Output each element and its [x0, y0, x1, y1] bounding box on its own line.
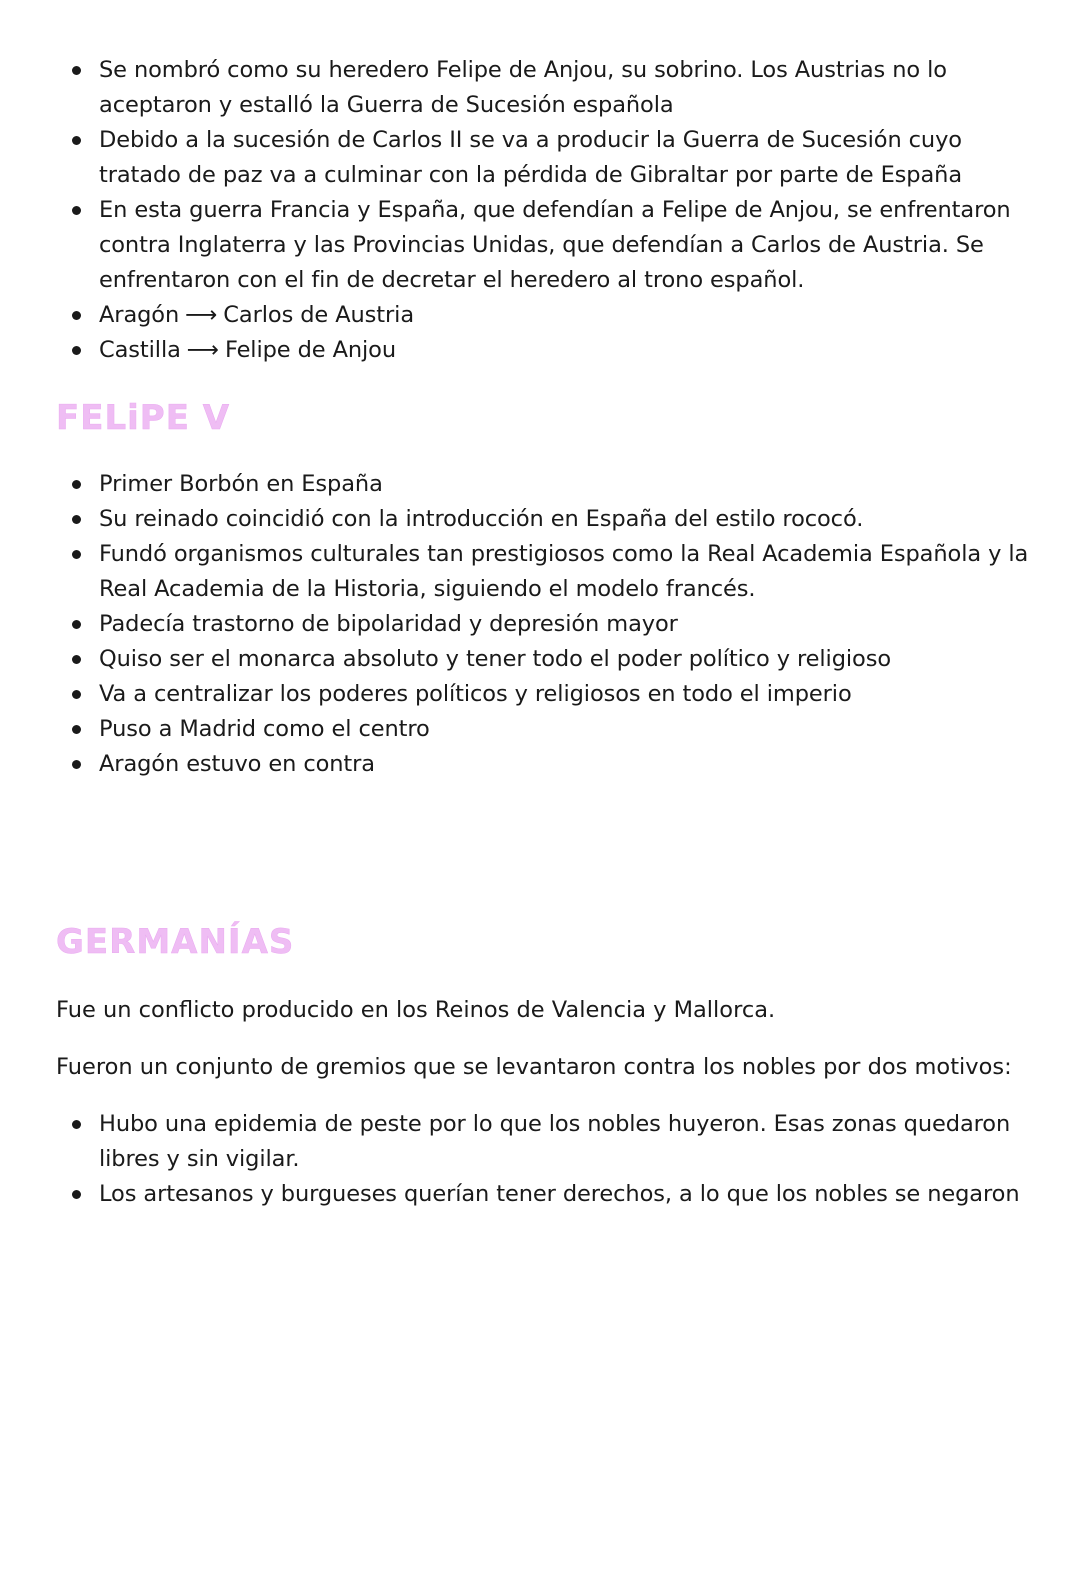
list-item — [70, 333, 1030, 368]
succession-list — [70, 53, 1030, 368]
list-item: Primer Borbón en España — [70, 467, 1030, 502]
list-item: Fundó organismos culturales tan prestigiosos como la Real Academia Española y la Real Academia de la Historia, siguiendo el modelo francés. — [70, 537, 1030, 607]
felipe-v-heading: FELiPE V — [56, 398, 231, 438]
felipe-v-list — [70, 467, 1030, 782]
list-item: Los artesanos y burgueses querían tener derechos, a lo que los nobles se negaron — [70, 1177, 1030, 1212]
list-item: Aragón estuvo en contra — [70, 747, 1030, 782]
arrow-icon: ⟶ — [186, 337, 219, 363]
list-item: En esta guerra Francia y España, que defendían a Felipe de Anjou, se enfrentaron contra Inglaterra y las Provincias Unidas, que defendían a Carlos de Austria. Se enfrentaron con el fin de decretar el heredero al trono español. — [70, 193, 1030, 298]
germanias-paragraph-2: Fueron un conjunto de gremios que se levantaron contra los nobles por dos motivos: — [56, 1054, 1012, 1080]
list-item: Se nombró como su heredero Felipe de Anjou, su sobrino. Los Austrias no lo aceptaron y estalló la Guerra de Sucesión española — [70, 53, 1030, 123]
list-item: Puso a Madrid como el centro — [70, 712, 1030, 747]
list-item — [70, 298, 1030, 333]
list-item: Padecía trastorno de bipolaridad y depresión mayor — [70, 607, 1030, 642]
germanias-heading: GERMANÍAS — [56, 922, 295, 962]
germanias-list — [70, 1107, 1030, 1212]
arrow-from: Castilla — [99, 337, 181, 363]
arrow-icon: ⟶ — [185, 302, 218, 328]
arrow-to: Carlos de Austria — [223, 302, 415, 328]
arrow-to: Felipe de Anjou — [224, 337, 396, 363]
list-item: Quiso ser el monarca absoluto y tener todo el poder político y religioso — [70, 642, 1030, 677]
list-item: Debido a la sucesión de Carlos II se va a producir la Guerra de Sucesión cuyo tratado de paz va a culminar con la pérdida de Gibraltar por parte de España — [70, 123, 1030, 193]
germanias-paragraph-1: Fue un conflicto producido en los Reinos de Valencia y Mallorca. — [56, 997, 776, 1023]
arrow-from: Aragón — [99, 302, 180, 328]
list-item: Va a centralizar los poderes políticos y religiosos en todo el imperio — [70, 677, 1030, 712]
list-item: Hubo una epidemia de peste por lo que los nobles huyeron. Esas zonas quedaron libres y sin vigilar. — [70, 1107, 1030, 1177]
list-item: Su reinado coincidió con la introducción en España del estilo rococó. — [70, 502, 1030, 537]
